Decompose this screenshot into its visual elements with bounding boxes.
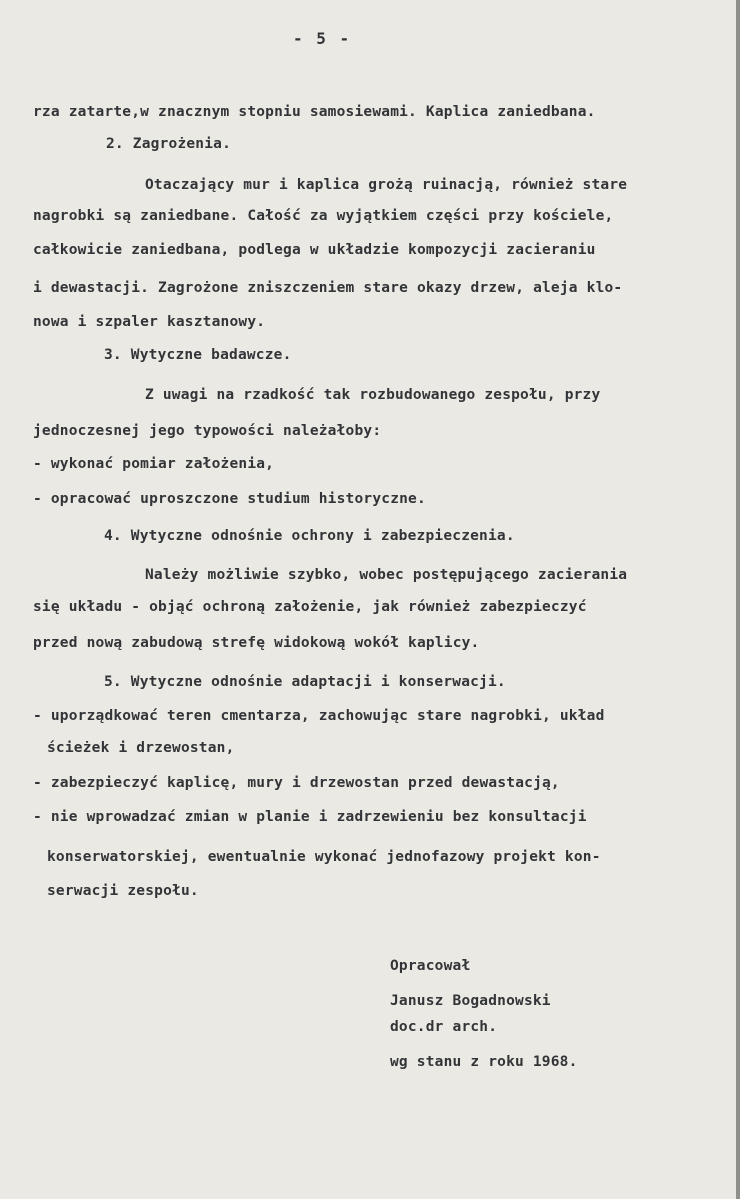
signature-name: Janusz Bogadnowski	[390, 993, 551, 1009]
text-line: przed nową zabudową strefę widokową wokół kaplicy.	[33, 635, 480, 651]
page-edge	[736, 0, 740, 1199]
section-heading: 4. Wytyczne odnośnie ochrony i zabezpieczenia.	[104, 528, 515, 544]
section-heading: 3. Wytyczne badawcze.	[104, 347, 292, 363]
text-line: Z uwagi na rzadkość tak rozbudowanego zespołu, przy	[145, 387, 601, 403]
text-line: całkowicie zaniedbana, podlega w układzie kompozycji zacieraniu	[33, 242, 596, 258]
list-item: - opracować uproszczone studium historyczne.	[33, 491, 426, 507]
text-line: i dewastacji. Zagrożone zniszczeniem stare okazy drzew, aleja klo-	[33, 280, 623, 296]
page-number: - 5 -	[293, 29, 352, 48]
text-line: nowa i szpaler kasztanowy.	[33, 314, 266, 330]
section-heading: 5. Wytyczne odnośnie adaptacji i konserwacji.	[104, 674, 506, 690]
text-line: serwacji zespołu.	[47, 883, 199, 899]
signature-title: doc.dr arch.	[390, 1019, 498, 1035]
list-item: - uporządkować teren cmentarza, zachowując stare nagrobki, układ	[33, 708, 605, 724]
text-line: jednoczesnej jego typowości należałoby:	[33, 423, 382, 439]
text-line: nagrobki są zaniedbane. Całość za wyjątkiem części przy kościele,	[33, 208, 614, 224]
list-item: - nie wprowadzać zmian w planie i zadrzewieniu bez konsultacji	[33, 809, 587, 825]
section-heading: 2. Zagrożenia.	[106, 136, 232, 152]
text-line: się układu - objąć ochroną założenie, jak również zabezpieczyć	[33, 599, 587, 615]
text-line: Otaczający mur i kaplica grożą ruinacją, również stare	[145, 177, 628, 193]
list-item: - wykonać pomiar założenia,	[33, 456, 275, 472]
signature-prepared-by: Opracował	[390, 958, 471, 974]
text-line: rza zatarte,w znacznym stopniu samosiewami. Kaplica zaniedbana.	[33, 104, 596, 120]
text-line: Należy możliwie szybko, wobec postępującego zacierania	[145, 567, 628, 583]
text-line: ścieżek i drzewostan,	[47, 740, 235, 756]
list-item: - zabezpieczyć kaplicę, mury i drzewostan przed dewastacją,	[33, 775, 560, 791]
text-line: konserwatorskiej, ewentualnie wykonać jednofazowy projekt kon-	[47, 849, 601, 865]
signature-state: wg stanu z roku 1968.	[390, 1054, 578, 1070]
